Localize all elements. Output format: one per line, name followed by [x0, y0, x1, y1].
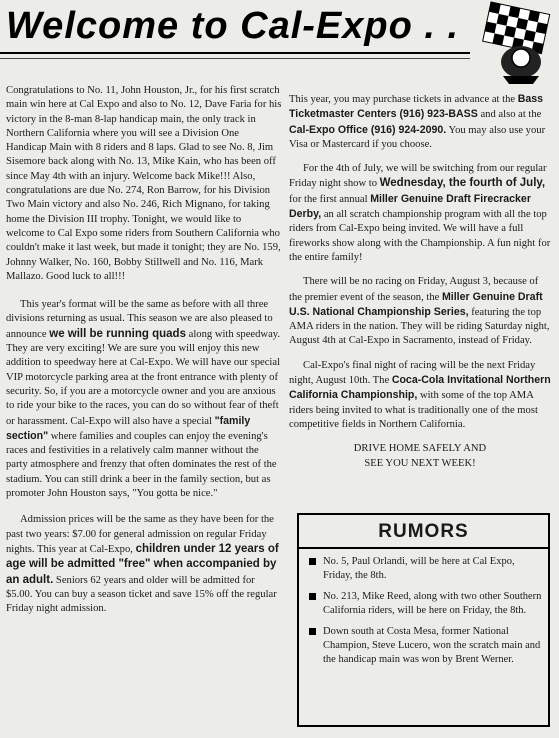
article-column-left	[6, 84, 282, 626]
text-bold: Bass Ticketmaster Centers (916) 923-BASS	[289, 93, 544, 121]
text-span: There will be no racing on Friday, August 3, because of the premier event of the season, the	[289, 276, 539, 303]
paragraph-july-fourth	[289, 162, 551, 265]
text-span: along with speedway. They are very exciting! We are sure you will enjoy this new addition to speedway here at Cal-Expo. We will have our special VIP motorcycle parking area at the front entrance with plenty of security. So, if you are a motorcycle owner and you are anxious to ride your bike to the races, you can do so without fear of theft or harassment. Cal-Expo will also have a special	[6, 328, 281, 427]
text-span: and also at the	[477, 109, 542, 121]
rumors-box	[297, 513, 550, 727]
header-rule-thin	[0, 58, 470, 59]
rumor-text: Down south at Costa Mesa, former National Champion, Steve Lucero, won the scratch main and the handicap main was won by Brent Werner.	[323, 626, 541, 665]
closing-line-1: DRIVE HOME SAFELY AND	[353, 443, 487, 455]
paragraph-tickets	[289, 92, 551, 152]
text-bold: Coca-Cola Invitational Northern California Championship,	[289, 374, 551, 402]
text-span: where families and couples can enjoy the evening's races and festivities in a relatively calm manner without the party atmosphere and frenzy that often dominates the rest of the stadium. You can still drink a beer in the family section, but as promoter John Houston says, "You gotta be nice."	[6, 430, 277, 500]
header-rule	[0, 52, 470, 54]
rumor-text: No. 213, Mike Reed, along with two other Southern California riders, will be here on Friday, the 8th.	[323, 591, 542, 616]
text-bold: "family section"	[6, 414, 251, 442]
rumors-heading: RUMORS	[299, 515, 548, 549]
rumor-text: No. 5, Paul Orlandi, will be here at Cal Expo, Friday, the 8th.	[323, 556, 515, 581]
square-bullet-icon	[309, 558, 316, 565]
text-bold: we will be running quads	[49, 327, 186, 340]
text-bold: children under 12 years of age will be admitted "free" when accompanied by an adult.	[6, 542, 279, 586]
list-item	[307, 590, 542, 618]
text-bold: Cal-Expo Office (916) 924-2090.	[289, 123, 447, 136]
text-span: You may also use your Visa or Mastercard if you choose.	[289, 124, 546, 150]
paragraph-format	[6, 298, 282, 501]
article-column-right	[289, 92, 551, 471]
text-bold: Wednesday, the fourth of July,	[379, 177, 546, 190]
list-item	[307, 555, 542, 583]
square-bullet-icon	[309, 628, 316, 635]
text-span: Seniors 62 years and older will be admitted for $5.00. You can buy a season ticket and save 15% off the regular Friday night admission.	[6, 574, 277, 615]
paragraph-final-night	[289, 359, 551, 432]
text-bold: Miller Genuine Draft U.S. National Championship Series,	[289, 290, 543, 318]
text-span: For the 4th of July, we will be switching from our regular Friday night show to	[289, 163, 547, 190]
text-span: for the first annual	[289, 193, 371, 205]
text-span: Admission prices will be the same as they have been for the past two years: $7.00 for general admission on regular Friday nights. This year at Cal-Expo,	[6, 514, 274, 555]
square-bullet-icon	[309, 593, 316, 600]
text-span: an all scratch championship program with all the top riders from Cal-Expo being invited. We will have a full fireworks show along with the Championship. A fun night for the entire family!	[289, 209, 551, 263]
text-span: with some of the top AMA riders being invited to what is traditionally one of the most competitive fields in Northern California.	[289, 390, 538, 430]
closing-line-2: SEE YOU NEXT WEEK!	[364, 457, 476, 469]
list-item	[307, 625, 542, 667]
text-span: This year, you may purchase tickets in advance at the	[289, 94, 518, 105]
page-title: Welcome to Cal-Expo . .	[6, 5, 460, 47]
rumors-list	[299, 555, 548, 667]
text-span: featuring the top AMA riders in the nation. They will be riding Saturday night, August 4th at Cal-Expo in Sacramento, instead of Friday.	[289, 306, 550, 347]
text-bold: Miller Genuine Draft Firecracker Derby,	[289, 192, 531, 221]
text-span: Cal-Expo's final night of racing will be the next Friday night, August 10th. The	[289, 359, 536, 387]
paragraph-admission	[6, 513, 282, 616]
paragraph-no-racing	[289, 275, 551, 348]
text-span: This year's format will be the same as before with all three divisions returning as usual. This season we are also pleased to announce	[6, 299, 273, 340]
paragraph-congratulations: Congratulations to No. 11, John Houston, Jr., for his first scratch main win here at Cal Expo and also to No. 12, Dave Faria for his victory in the 8-man 8-lap handicap main, the only track in Northern California where you will see a Division One Handicap Main with 8 riders and 8 laps. Glad to see No. 8, Jim Sisemore back along with No. 13, Mike Kain, who has been off since May 4th with an injury. Welcome back Mike!!! Also, congratulations are due No. 274, Ron Barrow, for his Division Two Main victory and also No. 246, Rich Mignano, for taking home the Division III trophy. Tonight, we would like to welcome to Cal Expo some riders from Southern California who couldn't make it last week, but made it tonight; they are No. 159, Johnny Walker, No. 160, Bobby Stillwell and No. 116, Mark Mallazo. Good luck to all!!!	[6, 85, 282, 282]
checkered-flag-logo	[473, 0, 559, 86]
